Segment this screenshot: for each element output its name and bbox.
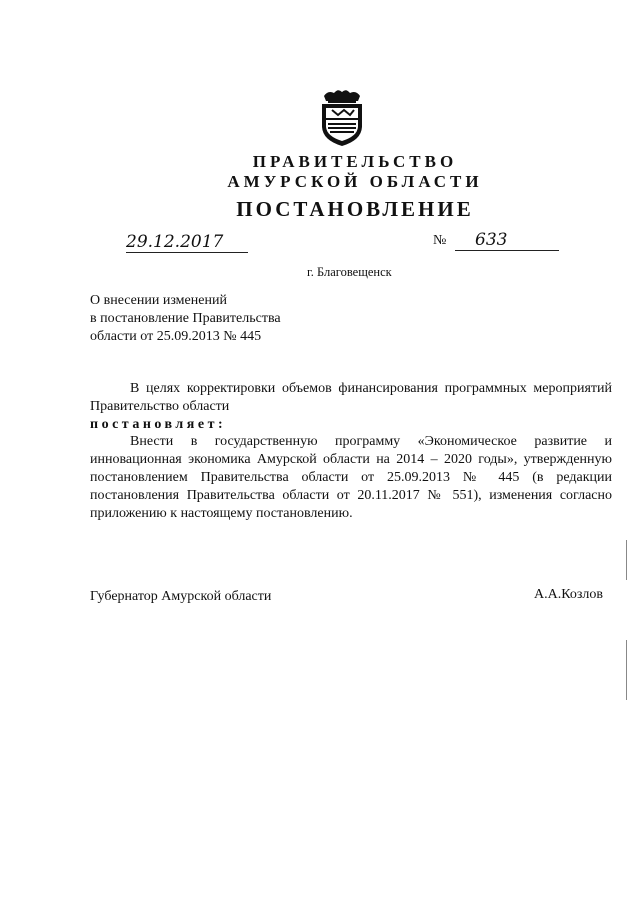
- document-number: 633: [455, 230, 559, 251]
- scan-edge-mark: [626, 540, 627, 580]
- subject-block: [90, 292, 350, 346]
- document-type-title: ПОСТАНОВЛЕНИЕ: [236, 197, 474, 221]
- subject-line: в постановление Правительства: [90, 311, 281, 326]
- subject-line: О внесении изменений: [90, 293, 227, 308]
- signatory-name: А.А.Козлов: [534, 587, 603, 602]
- resolution-paragraph: Внести в государственную программу «Экономическое развитие и инновационная экономика Амурской области на 2014 – 2020 годы», утвержденную постановлением Правительства области от 25.09.2013 № 445 (в редакции постановления Правительства области от 20.11.2017 № 551), изменения согласно приложению к настоящему постановлению.: [90, 434, 612, 521]
- signatory-position: Губернатор Амурской области: [90, 589, 272, 604]
- resolves-word: постановляет:: [90, 417, 227, 432]
- government-title-line1: ПРАВИТЕЛЬСТВО: [252, 152, 458, 171]
- scan-edge-mark: [626, 640, 627, 700]
- document-date: 29.12.2017: [126, 232, 248, 253]
- city-label: г. Благовещенск: [307, 265, 392, 279]
- preamble-paragraph: В целях корректировки объемов финансирования программных мероприятий Правительство области: [90, 381, 612, 414]
- coat-of-arms-icon: [318, 88, 366, 148]
- government-title-line2: АМУРСКОЙ ОБЛАСТИ: [227, 172, 483, 191]
- number-label: №: [433, 233, 447, 248]
- subject-line: области от 25.09.2013 № 445: [90, 329, 262, 344]
